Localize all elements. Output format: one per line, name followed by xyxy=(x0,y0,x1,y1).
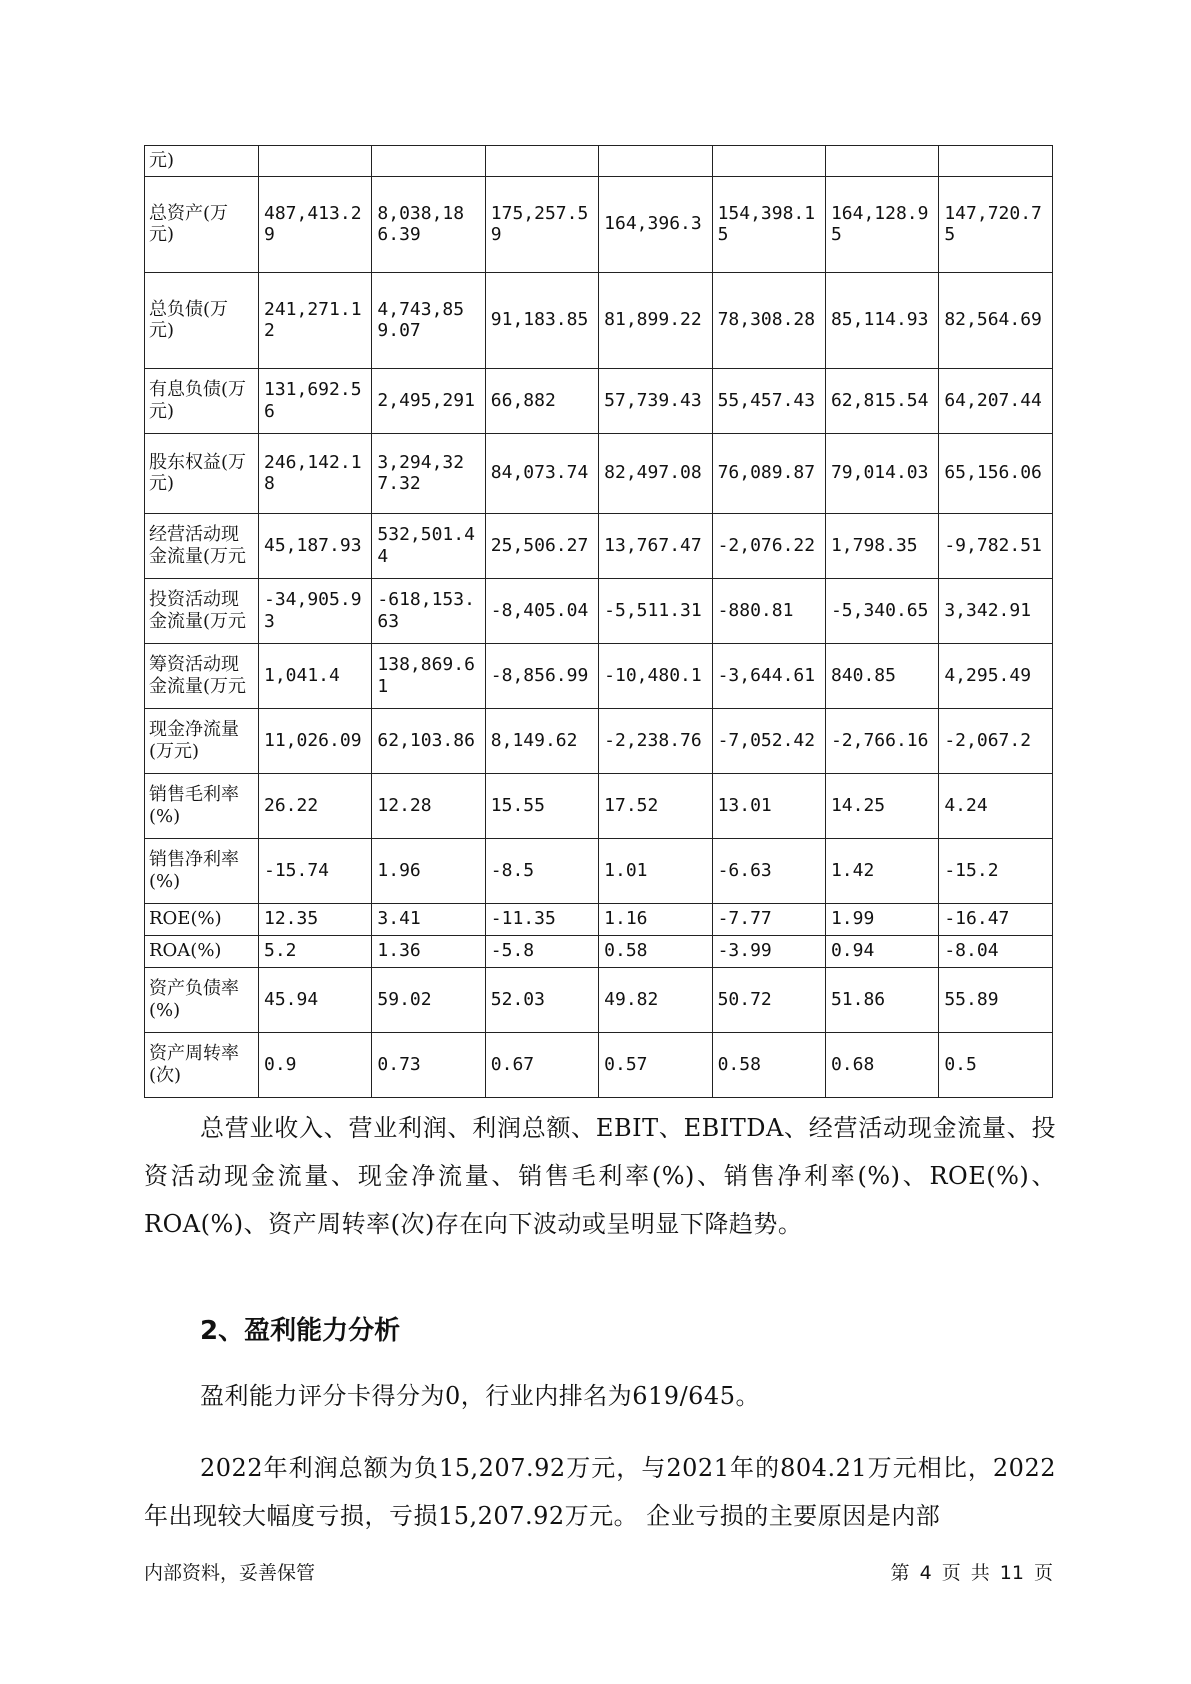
table-row xyxy=(145,838,1053,903)
table-cell: -8,405.04 xyxy=(485,578,598,643)
table-row xyxy=(145,773,1053,838)
table-row xyxy=(145,708,1053,773)
table-cell: 81,899.22 xyxy=(599,272,712,368)
table-cell: 13.01 xyxy=(712,773,825,838)
footer-page-number: 第 4 页 共 11 页 xyxy=(890,1562,1053,1584)
profit-paragraph: 2022年利润总额为负15,207.92万元，与2021年的804.21万元相比，2022年出现较大幅度亏损，亏损15,207.92万元。 企业亏损的主要原因是内部 xyxy=(144,1454,1056,1530)
row-label: ROE(%) xyxy=(145,903,259,935)
table-cell: 62,815.54 xyxy=(825,368,938,433)
table-cell: 0.67 xyxy=(485,1032,598,1097)
table-cell: 79,014.03 xyxy=(825,433,938,513)
table-cell: 1.16 xyxy=(599,903,712,935)
table-cell: -3.99 xyxy=(712,935,825,967)
table-cell: 0.58 xyxy=(712,1032,825,1097)
table-cell: 12.35 xyxy=(259,903,372,935)
table-cell: 147,720.75 xyxy=(939,176,1052,272)
table-cell: 5.2 xyxy=(259,935,372,967)
table-cell: 241,271.12 xyxy=(259,272,372,368)
table-row xyxy=(145,967,1053,1032)
table-cell: 91,183.85 xyxy=(485,272,598,368)
row-label: 元) xyxy=(145,146,259,177)
table-cell: 45,187.93 xyxy=(259,513,372,578)
row-label: 总负债(万元) xyxy=(145,272,259,368)
table-cell xyxy=(939,146,1052,177)
table-cell: -7.77 xyxy=(712,903,825,935)
row-label: 筹资活动现金流量(万元 xyxy=(145,643,259,708)
table-cell xyxy=(372,146,485,177)
table-cell: 164,128.95 xyxy=(825,176,938,272)
table-cell xyxy=(712,146,825,177)
table-row xyxy=(145,578,1053,643)
table-cell: 246,142.18 xyxy=(259,433,372,513)
table-cell: 65,156.06 xyxy=(939,433,1052,513)
footer-confidential-note: 内部资料，妥善保管 xyxy=(144,1562,316,1584)
table-cell xyxy=(599,146,712,177)
table-row xyxy=(145,643,1053,708)
table-cell: 52.03 xyxy=(485,967,598,1032)
table-cell: 17.52 xyxy=(599,773,712,838)
table-cell: -34,905.93 xyxy=(259,578,372,643)
table-row xyxy=(145,513,1053,578)
table-cell: 131,692.56 xyxy=(259,368,372,433)
table-cell: 0.5 xyxy=(939,1032,1052,1097)
table-cell: 3,342.91 xyxy=(939,578,1052,643)
row-label: 经营活动现金流量(万元 xyxy=(145,513,259,578)
table-cell: -3,644.61 xyxy=(712,643,825,708)
table-cell: -880.81 xyxy=(712,578,825,643)
table-row xyxy=(145,433,1053,513)
table-cell: 12.28 xyxy=(372,773,485,838)
table-cell: 2,495,291 xyxy=(372,368,485,433)
table-cell: 14.25 xyxy=(825,773,938,838)
table-cell: 57,739.43 xyxy=(599,368,712,433)
table-row xyxy=(145,1032,1053,1097)
table-row xyxy=(145,272,1053,368)
table-cell: 76,089.87 xyxy=(712,433,825,513)
table-cell: 3,294,327.32 xyxy=(372,433,485,513)
table-cell: 82,497.08 xyxy=(599,433,712,513)
table-cell: 0.9 xyxy=(259,1032,372,1097)
table-cell: -15.2 xyxy=(939,838,1052,903)
table-cell: 55,457.43 xyxy=(712,368,825,433)
row-label: 总资产(万元) xyxy=(145,176,259,272)
table-cell xyxy=(485,146,598,177)
table-cell: -2,766.16 xyxy=(825,708,938,773)
row-label: 资产负债率(%) xyxy=(145,967,259,1032)
table-cell xyxy=(259,146,372,177)
table-cell: -7,052.42 xyxy=(712,708,825,773)
table-cell: 50.72 xyxy=(712,967,825,1032)
table-cell: 66,882 xyxy=(485,368,598,433)
table-cell: 82,564.69 xyxy=(939,272,1052,368)
table-cell: -15.74 xyxy=(259,838,372,903)
row-label: ROA(%) xyxy=(145,935,259,967)
table-cell: -2,076.22 xyxy=(712,513,825,578)
table-cell: 532,501.44 xyxy=(372,513,485,578)
financial-indicators-table xyxy=(144,145,1053,1098)
table-body xyxy=(145,146,1053,1098)
table-cell: 55.89 xyxy=(939,967,1052,1032)
table-cell: 62,103.86 xyxy=(372,708,485,773)
table-cell: 8,038,186.39 xyxy=(372,176,485,272)
table-cell: -11.35 xyxy=(485,903,598,935)
table-cell xyxy=(825,146,938,177)
table-cell: 0.68 xyxy=(825,1032,938,1097)
table-cell: 8,149.62 xyxy=(485,708,598,773)
table-cell: -5.8 xyxy=(485,935,598,967)
table-cell: 1.99 xyxy=(825,903,938,935)
table-cell: 3.41 xyxy=(372,903,485,935)
table-cell: 164,396.3 xyxy=(599,176,712,272)
table-cell: 59.02 xyxy=(372,967,485,1032)
score-paragraph: 盈利能力评分卡得分为0，行业内排名为619/645。 xyxy=(200,1382,760,1410)
table-cell: 1.36 xyxy=(372,935,485,967)
row-label: 销售净利率(%) xyxy=(145,838,259,903)
table-cell: -8,856.99 xyxy=(485,643,598,708)
table-cell: 45.94 xyxy=(259,967,372,1032)
table-cell: -5,340.65 xyxy=(825,578,938,643)
table-cell: 0.73 xyxy=(372,1032,485,1097)
row-label: 有息负债(万元) xyxy=(145,368,259,433)
table-cell: 1.96 xyxy=(372,838,485,903)
row-label: 现金净流量(万元) xyxy=(145,708,259,773)
table-cell: -618,153.63 xyxy=(372,578,485,643)
table-cell: 154,398.15 xyxy=(712,176,825,272)
table-cell: 0.94 xyxy=(825,935,938,967)
table-row xyxy=(145,146,1053,177)
table-cell: 138,869.61 xyxy=(372,643,485,708)
row-label: 股东权益(万元) xyxy=(145,433,259,513)
table-cell: 4,743,859.07 xyxy=(372,272,485,368)
table-cell: 1.42 xyxy=(825,838,938,903)
table-cell: 840.85 xyxy=(825,643,938,708)
table-cell: 0.58 xyxy=(599,935,712,967)
table-cell: 1,041.4 xyxy=(259,643,372,708)
row-label: 资产周转率(次) xyxy=(145,1032,259,1097)
table-cell: 26.22 xyxy=(259,773,372,838)
row-label: 销售毛利率(%) xyxy=(145,773,259,838)
table-row xyxy=(145,176,1053,272)
row-label: 投资活动现金流量(万元 xyxy=(145,578,259,643)
table-cell: 487,413.29 xyxy=(259,176,372,272)
table-row xyxy=(145,368,1053,433)
table-cell: 49.82 xyxy=(599,967,712,1032)
table-cell: 4.24 xyxy=(939,773,1052,838)
table-cell: -2,238.76 xyxy=(599,708,712,773)
table-cell: -2,067.2 xyxy=(939,708,1052,773)
table-cell: 1,798.35 xyxy=(825,513,938,578)
table-cell: -5,511.31 xyxy=(599,578,712,643)
table-cell: 15.55 xyxy=(485,773,598,838)
table-cell: -10,480.1 xyxy=(599,643,712,708)
table-cell: 1.01 xyxy=(599,838,712,903)
table-cell: 175,257.59 xyxy=(485,176,598,272)
table-row xyxy=(145,935,1053,967)
table-cell: 78,308.28 xyxy=(712,272,825,368)
table-cell: 85,114.93 xyxy=(825,272,938,368)
table-cell: -8.5 xyxy=(485,838,598,903)
table-cell: 84,073.74 xyxy=(485,433,598,513)
table-cell: -9,782.51 xyxy=(939,513,1052,578)
table-cell: 13,767.47 xyxy=(599,513,712,578)
table-cell: -6.63 xyxy=(712,838,825,903)
table-cell: -8.04 xyxy=(939,935,1052,967)
section-heading: 2、盈利能力分析 xyxy=(200,1316,401,1346)
table-cell: -16.47 xyxy=(939,903,1052,935)
table-cell: 51.86 xyxy=(825,967,938,1032)
table-cell: 25,506.27 xyxy=(485,513,598,578)
table-cell: 11,026.09 xyxy=(259,708,372,773)
table-cell: 64,207.44 xyxy=(939,368,1052,433)
trend-paragraph: 总营业收入、营业利润、利润总额、EBIT、EBITDA、经营活动现金流量、投资活动现金流量、现金净流量、销售毛利率(%)、销售净利率(%)、ROE(%)、ROA(%)、资产周转率(次)存在向下波动或呈明显下降趋势。 xyxy=(144,1114,1056,1238)
table-row xyxy=(145,903,1053,935)
table-cell: 0.57 xyxy=(599,1032,712,1097)
table-cell: 4,295.49 xyxy=(939,643,1052,708)
